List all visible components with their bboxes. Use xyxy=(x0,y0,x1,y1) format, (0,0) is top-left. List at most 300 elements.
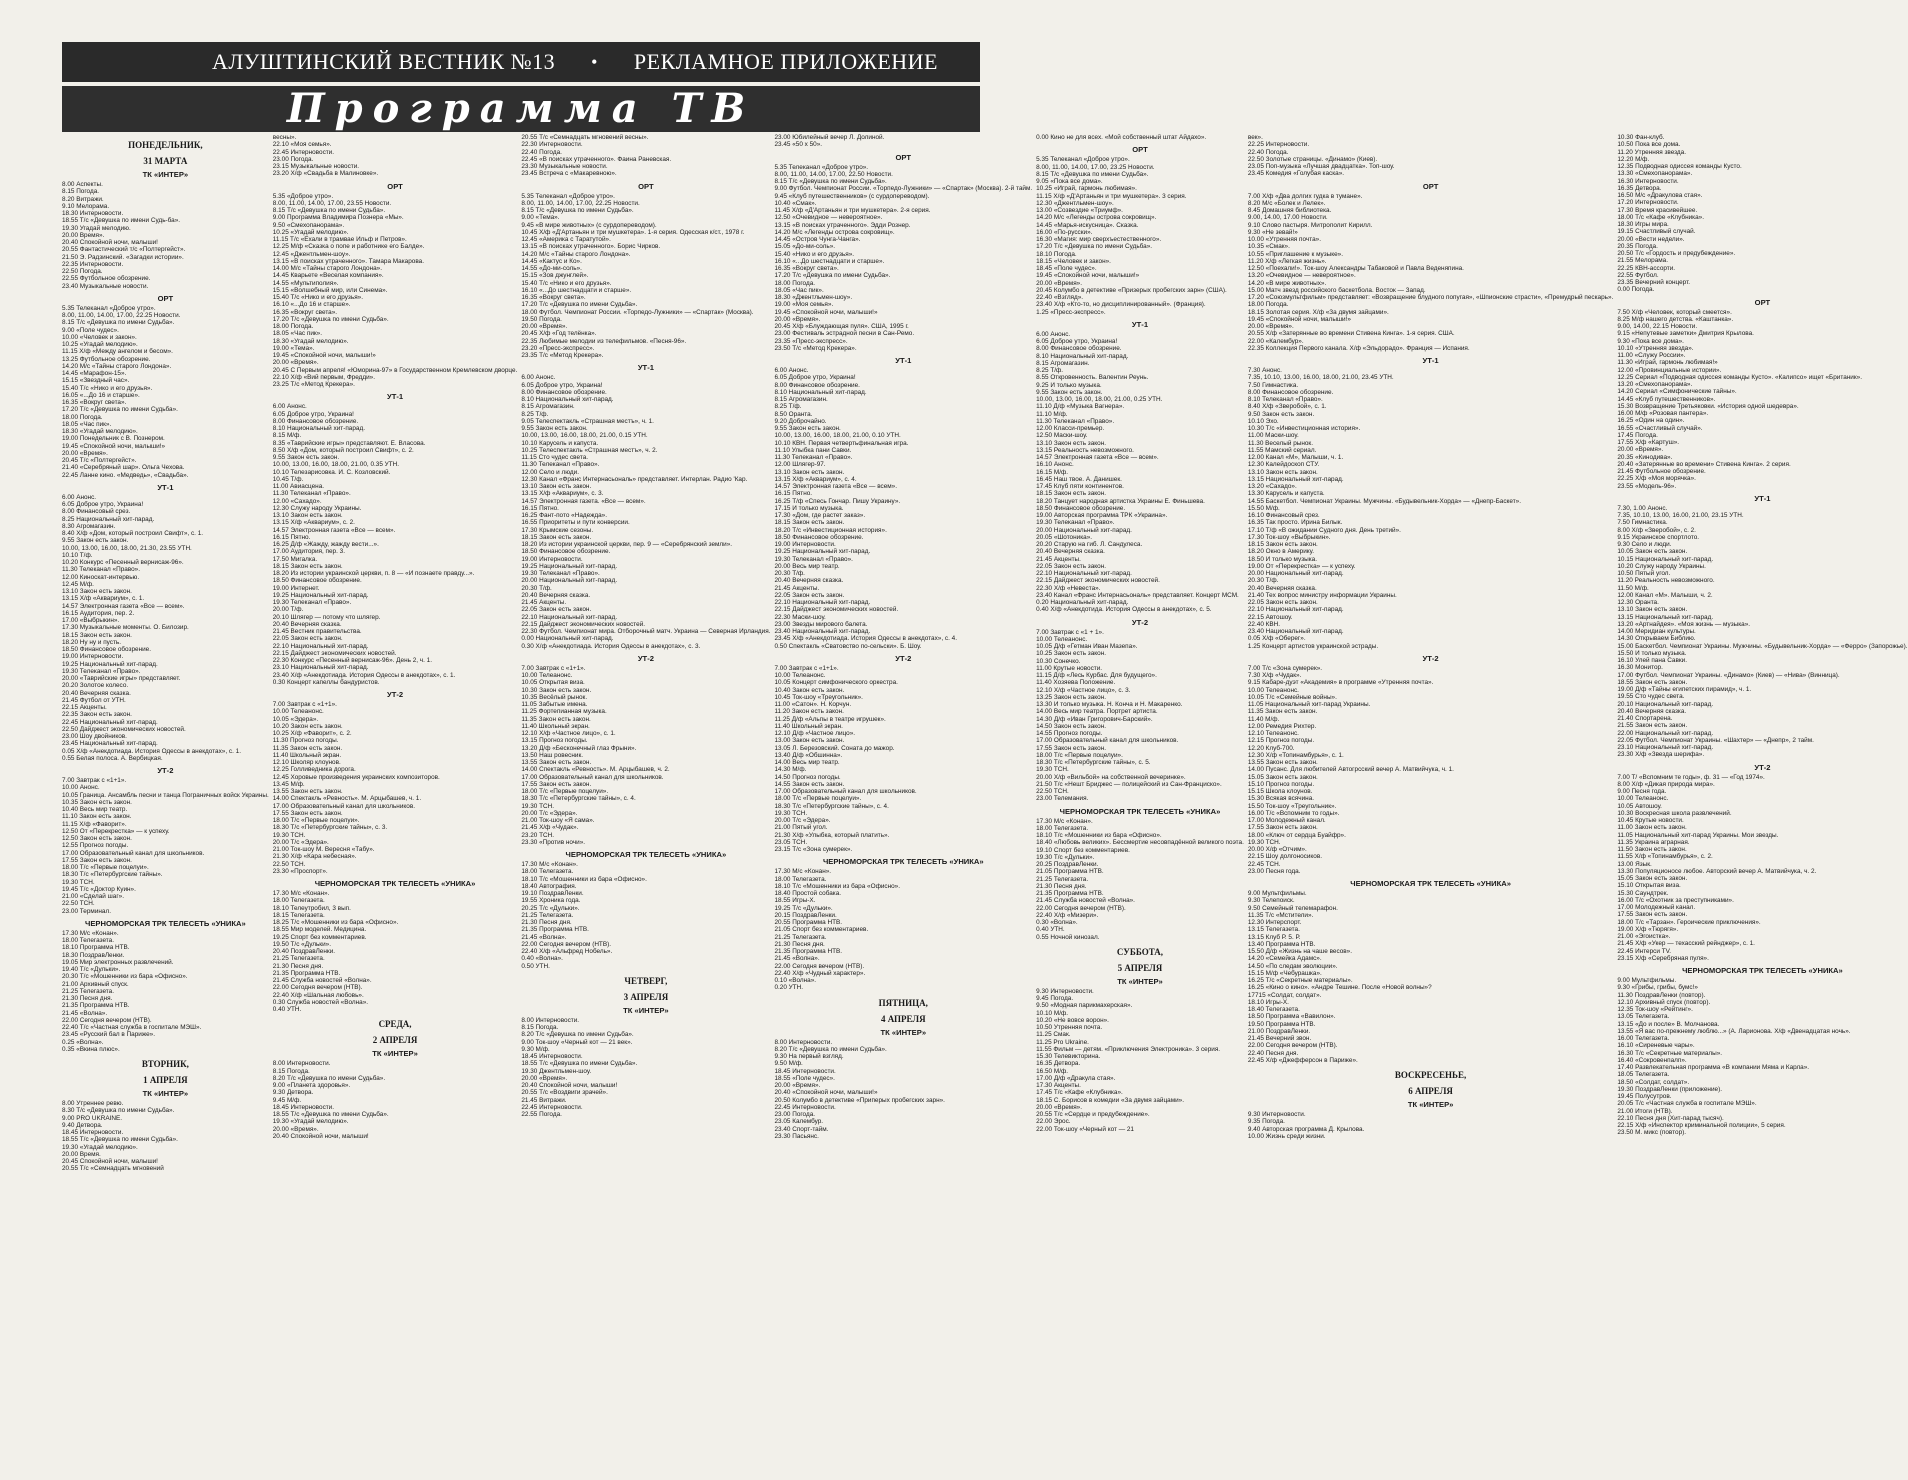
program-listing: 8.15 Т/с «Девушка по имени Судьба». xyxy=(1036,170,1149,178)
program-listing: 23.05 Поп-музыка «Лучшая двадцатка». Топ-шоу. xyxy=(1247,163,1395,170)
program-listing: 10.25 «Играй, гармонь любимая». xyxy=(1036,185,1137,193)
program-listing: 0.00 Погода. xyxy=(1617,286,1655,294)
program-listing: 22.15 Х/ф «Инспектор криминальной полиции», 5 серия. xyxy=(1617,1122,1786,1129)
program-listing: 9.00 Программа Владимира Познера «Мы». xyxy=(272,214,404,222)
program-listing: 22.50 ТСН. xyxy=(62,900,95,908)
program-listing: 20.30 Т/ф. xyxy=(521,584,552,592)
program-listing: 16.35 «Вокруг света». xyxy=(272,308,338,316)
program-listing: 16.15 Пятно. xyxy=(521,504,559,512)
program-listing: 13.15 Х/ф «Аквариум», с. 1. xyxy=(62,595,145,603)
program-listing: 8.25 М/ф нашего детства. «Каштанка». xyxy=(1617,315,1734,323)
program-listing: 17.45 Т/с «Кафе «Клубника». xyxy=(1036,1089,1123,1097)
program-listing: 19.45 «Спокойной ночи, малыши!» xyxy=(272,352,376,359)
program-listing: 13.50 Наш ровесник. xyxy=(521,751,584,759)
program-listing: 19.30 Телеканал «Право». xyxy=(1036,519,1115,527)
program-listing: 15.00 Баскетбол. Чемпионат Украины. Мужчины. «Будывельник-Хорда» — «Ферро» (Запорожье). xyxy=(1617,642,1908,650)
program-listing: 10.20 Закон есть закон. xyxy=(272,722,343,730)
program-listing: 13.15 Клуб Р. 5. Р. xyxy=(1247,933,1301,941)
program-listing: 17.00 Футбол. Чемпионат Украины. «Динамо» (Киев) — «Нива» (Винница). xyxy=(1617,671,1840,679)
day-heading: 31 МАРТА xyxy=(143,156,188,166)
program-listing: 21.45 Х/ф «Чудак». xyxy=(521,824,579,832)
program-listing: 11.00 «Служу России». xyxy=(1617,352,1686,359)
program-listing: 22.40 «Взгляд». xyxy=(1036,294,1084,301)
program-listing: 14.20 «Семейка Адамс». xyxy=(1247,955,1322,963)
channel-heading: ТК «ИНТЕР» xyxy=(1117,976,1163,986)
program-listing: 20.00 Национальный хит-парад. xyxy=(521,577,618,585)
program-listing: 17.20 Т/с «Девушка по имени Судьба». xyxy=(272,315,389,323)
channel-heading: УТ-2 xyxy=(1422,653,1439,663)
program-listing: 11.40 Хозяева Положение. xyxy=(1036,679,1116,687)
program-listing: 19.25 Национальный хит-парад. xyxy=(62,660,158,668)
day-heading: 5 АПРЕЛЯ xyxy=(1117,962,1163,973)
program-listing: 10.50 Пока все дома. xyxy=(1617,141,1681,149)
program-listing: 17.20 «Союзмультфильм» представляет: «Возвращение блудного попугая», «Шпионские страсти», «Премудрый пескарь». xyxy=(1247,294,1614,301)
program-listing: 22.45 Х/ф «Джефферсон в Париже». xyxy=(1247,1056,1358,1064)
program-listing: 10.20 Служу народу Украины. xyxy=(1617,562,1706,570)
program-listing: 10.40 «Смак». xyxy=(774,199,817,207)
program-listing: 16.30 Монитор. xyxy=(1617,664,1663,672)
program-listing: 20.45 Колумбо в детективе «Призерых пробегских зарн» (США). xyxy=(1036,286,1227,294)
program-listing: 14.55 Закон есть закон. xyxy=(774,780,845,788)
program-listing: 13.15 Реальность невозможного. xyxy=(1036,446,1134,454)
program-listing: 20.40 Вечерняя сказка. xyxy=(1247,584,1317,592)
program-listing: 11.30 ПоздравЛенки (повтор). xyxy=(1617,991,1706,999)
day-heading: 4 АПРЕЛЯ xyxy=(880,1013,926,1024)
program-listing: 15.50 Д/ф «Жизнь на чаше весов». xyxy=(1247,948,1352,955)
program-listing: 16.05 «...До 16 и старше». xyxy=(62,391,140,399)
program-listing: 22.30 Футбол. Чемпионат мира. Отборочный матч. Украина — Северная Ирландия. xyxy=(521,628,771,635)
program-listing: 10.05 Автошоу. xyxy=(1617,802,1662,810)
program-listing: 11.10 Закон есть закон. xyxy=(62,813,132,821)
program-listing: 22.45 ТСН. xyxy=(1247,860,1281,868)
program-listing: 16.30 Т/с «Секретные материалы». xyxy=(1617,1049,1723,1057)
program-listing: 11.40 Школьный экран. xyxy=(272,751,342,759)
program-listing: 9.05 «Пока все дома». xyxy=(1036,178,1103,185)
program-listing: 20.55 Х/ф «Затерянные во времени Стивена Кинга». 1-я серия. США. xyxy=(1247,330,1455,338)
program-listing: 20.00 «Время». xyxy=(1617,446,1664,454)
program-listing: 23.50 Т/с «Метод Крекера». xyxy=(774,344,857,352)
program-listing: 21.00 ПоздравЛенки. xyxy=(1247,1027,1311,1035)
program-listing: 12.10 Школяр клоунов. xyxy=(272,759,341,766)
program-listing: 12.45 М/ф. xyxy=(62,580,94,588)
program-listing: 23.35 Т/с «Метод Крекера». xyxy=(521,352,604,359)
program-listing: 17.30 Крымские сезоны. xyxy=(521,526,594,534)
program-listing: 10.00 Телеанонс. xyxy=(272,708,324,716)
program-listing: 18.00 Погода. xyxy=(774,279,816,287)
program-listing: 12.10 Х/ф «Частное лицо», с. 1. xyxy=(521,730,616,737)
program-listing: 15.40 Т/с «Нико и его друзья». xyxy=(62,384,153,392)
program-listing: 23.10 Национальный хит-парад. xyxy=(272,664,369,672)
program-listing: 11.45 Х/ф «Д'Артаньян и три мушкетера». 2-я серия. xyxy=(774,207,931,214)
program-listing: 22.45 «В поисках утраченного». Фаина Раневская. xyxy=(521,155,672,163)
program-listing: 0.20 Национальный хит-парад. xyxy=(1036,599,1129,606)
program-listing: 23.40 Национальный хит-парад. xyxy=(774,628,871,635)
program-listing: 12.45 «Джентльмен-шоу». xyxy=(272,250,351,258)
program-listing: 22.45 Интерси ТV. xyxy=(1617,947,1672,955)
program-listing: 23.30 Х/ф «Звезда шерифа». xyxy=(1617,751,1705,759)
program-listing: 11.20 Х/ф «Легкая жизнь». xyxy=(1247,257,1327,265)
program-listing: 18.45 Интерновости. xyxy=(272,1103,335,1111)
program-listing: 10.45 Ток-шоу «Треугольник». xyxy=(774,693,863,701)
day-heading: СУББОТА, xyxy=(1116,946,1164,957)
program-listing: 21.50 Э. Радзинский. «Загадки истории». xyxy=(62,253,184,261)
program-listing: 10.30 Т/с «Инвестиционная история». xyxy=(1247,425,1361,432)
program-listing: 10.00 «Человек и закон». xyxy=(62,333,137,341)
banner-title: Программа ТВ xyxy=(62,86,980,132)
program-listing: 22.00 Сегодня вечером (НТВ). xyxy=(1036,904,1126,912)
program-listing: 10.05 Граница. Ансамбль песни и танца Пограничных войск Украины. xyxy=(62,791,269,799)
channel-heading: ЧЕРНОМОРСКАЯ ТРК ТЕЛЕСЕТЬ «УНИКА» xyxy=(1350,879,1511,888)
program-listing: 19.05 Мир электронных развлечений. xyxy=(62,958,174,966)
program-listing: век». xyxy=(1247,134,1263,141)
program-listing: 20.30 Т/ф. xyxy=(1247,577,1279,585)
program-listing: 9.50 Семейный телемарафон. xyxy=(1247,904,1338,912)
program-listing: 9.35 Погода. xyxy=(1247,1118,1285,1126)
program-listing: 21.45 Вестник правительства. xyxy=(272,628,362,635)
program-listing: 20.00 «Время». xyxy=(521,1074,568,1082)
program-listing: 10.00 Телеанонс. xyxy=(1617,795,1669,803)
program-listing: 18.45 «Поле чудес». xyxy=(1036,265,1097,272)
program-listing: 0.50 УТН. xyxy=(521,962,550,970)
program-listing: 12.00 Шлягер-97. xyxy=(774,461,826,469)
program-listing: 22.05 Футбол. Чемпионат Украины. «Шахтер» — «Днепр», 2 тайм. xyxy=(1617,736,1814,744)
program-listing: 20.55 Т/с «Семнадцать мгновений xyxy=(62,1165,164,1173)
program-listing: 9.00 Мультфильмы. xyxy=(1617,977,1677,984)
program-listing: 0.40 Х/ф «Анекдотида. История Одессы в анекдотах», с. 5. xyxy=(1036,606,1212,614)
channel-heading: УТ-2 xyxy=(637,653,654,663)
program-listing: 10.00, 13.00, 16.00, 18.00, 21.00, 0.10 УТН. xyxy=(774,432,901,440)
program-listing: 10.00 Телеанонс. xyxy=(521,672,573,679)
program-listing: 14.45 «Марья-искусница». Сказка. xyxy=(1036,221,1139,229)
program-listing: 11.10 Улыбка пани Савки. xyxy=(774,446,852,454)
program-listing: 18.50 И только музыка. xyxy=(1247,555,1317,563)
channel-heading: УТ-1 xyxy=(386,392,404,402)
program-listing: 22.55 Погода. xyxy=(521,1111,562,1118)
program-listing: 20.10 Национальный хит-парад. xyxy=(1617,700,1714,708)
program-listing: 21.30 Песня дня. xyxy=(1036,882,1087,890)
program-listing: 20.05 Т/с «Частная служба в госпитале МЭШ». xyxy=(1617,1100,1757,1108)
program-listing: 23.40 Х/ф «Кто-то, но дисциплинированный». (Франция). xyxy=(1036,301,1206,309)
program-listing: 19.55 Сто чудес света. xyxy=(1617,693,1685,701)
program-listing: 15.40 Т/с «Нико и его друзья». xyxy=(521,279,612,287)
program-listing: 17.15 И только музыка. xyxy=(774,504,844,512)
program-listing: 16.50 М/ф. xyxy=(1036,1067,1069,1075)
program-listing: 20.35 Погода. xyxy=(1617,242,1658,250)
program-listing: 18.30 Интерновости. xyxy=(62,210,124,217)
channel-heading: ОРТ xyxy=(387,181,403,191)
program-listing: 20.40 Вечерняя сказка. xyxy=(521,591,591,599)
program-listing: 12.30 Служу народу Украины. xyxy=(272,504,362,512)
program-listing: 18.15 Закон есть закон. xyxy=(1036,490,1107,498)
channel-heading: ТК «ИНТЕР» xyxy=(142,1089,189,1098)
program-listing: 20.00 «Вести недели». xyxy=(1617,235,1685,243)
program-listing: 18.30 Т/с «Петербургские тайны». xyxy=(62,871,163,879)
program-listing: 22.05 Закон есть закон. xyxy=(272,635,343,643)
program-listing: 13.00 «Созвездие «Триумф». xyxy=(1036,207,1123,214)
program-listing: 14.45 «Остров Чунга-Чанга». xyxy=(774,236,861,243)
program-listing: 20.55 Т/с «Сердце и предубеждение». xyxy=(1036,1111,1150,1118)
program-listing: 10.00 Анонс. xyxy=(62,784,100,792)
program-listing: 18.15 Закон есть закон. xyxy=(521,533,592,541)
program-listing: 12.00 Село и люди. xyxy=(521,468,579,476)
program-listing: 22.30 Х/ф «Невеста». xyxy=(1036,584,1101,592)
program-listing: 6.05 Доброе утро, Украина! xyxy=(272,410,354,418)
program-listing: 16.30 «Магия: мир сверхъестественного». xyxy=(1036,236,1162,243)
program-listing: 11.55 Х/ф «Топинамбурья», с. 2. xyxy=(1617,853,1713,861)
program-listing: 10.00, 13.00, 16.00, 18.00, 21.00, 0.25 УТН. xyxy=(1036,396,1163,403)
program-listing: 13.05 Телегазета. xyxy=(1617,1013,1670,1021)
program-listing: 22.00 Эрос. xyxy=(1036,1118,1071,1126)
program-listing: 14.20 М/с «Легенды острова сокровищ». xyxy=(1036,214,1157,222)
program-listing: 22.10 Национальный хит-парад. xyxy=(774,599,871,606)
program-listing: 22.45 Интерновости. xyxy=(774,1103,836,1111)
program-listing: 8.50 Оранта. xyxy=(774,410,813,418)
program-listing: 13.10 Закон есть закон. xyxy=(1247,468,1318,476)
program-listing: 22.35 Закон есть закон. xyxy=(62,711,132,719)
program-listing: 16.15 Аудитория, пер. 2. xyxy=(62,609,135,617)
program-listing: 13.15 «В поисках утраченного». Борис Чирков. xyxy=(521,243,661,251)
program-listing: 16.25 «Кино о кино». «Андре Тешине. После «Новой волны»? xyxy=(1247,984,1432,992)
program-listing: 9.40 Авторская программа Д. Крылова. xyxy=(1247,1125,1365,1133)
program-listing: 19.30 ТСН. xyxy=(1247,838,1281,846)
program-listing: 21.30 Х/ф «Улыбка, который платить». xyxy=(774,831,890,839)
program-listing: 21.40 Тех вопрос министру информации Украины. xyxy=(1247,591,1397,599)
program-listing: 10.55 «Приглашение к музыке». xyxy=(1247,250,1344,258)
program-listing: 21.45 «Волна». xyxy=(521,933,567,941)
program-listing: 22.10 Национальный хит-парад. xyxy=(521,613,618,621)
program-listing: 18.20 Из истории украинской церкви, п. 8 — «И познаете правду...». xyxy=(272,570,475,577)
channel-heading: УТ-1 xyxy=(157,482,174,492)
program-listing: 20.35 «Кинодива». xyxy=(1617,453,1673,461)
program-listing: 20.40 Спокойной ночи, малыши! xyxy=(62,239,158,246)
program-listing: 15.40 «Нико и его друзья». xyxy=(774,250,855,258)
program-listing: 9.20 Доброчайно. xyxy=(774,417,827,425)
program-listing: 14.00 Меридиан культуры. xyxy=(1617,628,1696,635)
program-listing: 10.25 Х/ф «Фаворит», с. 2. xyxy=(272,730,352,737)
channel-heading: УТ-1 xyxy=(1754,493,1771,503)
program-listing: 23.55 «Модель-96». xyxy=(1617,482,1677,490)
program-listing: 18.00 Футбол. Чемпионат России. «Торпедо-Лужники» — «Спартак» (Москва). xyxy=(521,308,754,316)
program-listing: 22.15 Дайджест экономических новостей. xyxy=(272,649,397,657)
program-listing: 18.55 Т/с «Девушка по имени Судьба». xyxy=(62,1136,178,1144)
program-listing: 19.45 «Спокойной ночи, малыши!» xyxy=(1247,315,1351,323)
program-listing: 18.45 Интерновости. xyxy=(774,1067,836,1075)
program-listing: 20.00 «Время». xyxy=(521,323,568,330)
program-listing: 14.30 М/ф. xyxy=(774,766,807,774)
program-listing: 20.20 Старую на гиб. Л. Сандулеса. xyxy=(1036,541,1143,548)
program-listing: 13.30 Популяционосе любое. Авторский вечер А. Матвийчука, ч. 2. xyxy=(1617,867,1817,875)
program-listing: 18.00 Т/с «Первые поцелуи». xyxy=(62,864,149,871)
program-listing: 21.00 Архивный спуск. xyxy=(62,980,129,988)
program-listing: 0.40 УТН. xyxy=(272,1006,302,1013)
program-listing: 22.00 Сегодня вечером (НТВ). xyxy=(62,1016,152,1024)
program-listing: 18.50 Финансовое обозрение. xyxy=(62,646,152,653)
program-listing: 8.00, 11.00, 14.00, 17.00, 22.50 Новости. xyxy=(774,170,893,178)
program-listing: 19.30 Угадай мелодию. xyxy=(62,224,131,232)
program-listing: 23.00 Песня года. xyxy=(1247,867,1301,875)
program-listing: 23.00 Шоу двойников. xyxy=(62,733,127,740)
program-listing: 14.50 «По следам эволюции». xyxy=(1247,962,1338,970)
schedule-column-5 xyxy=(1036,134,1244,1474)
program-listing: 10.40 Закон есть закон. xyxy=(774,686,845,694)
program-listing: 16.10 Улей пана Савки. xyxy=(1617,657,1687,664)
program-listing: 22.15 Автошоу. xyxy=(1247,613,1293,621)
program-listing: 0.50 Спектакль «Сватовство по-сельски». Б. Шоу. xyxy=(774,642,922,650)
program-listing: 18.00 «Ключ от сердца Буайфр». xyxy=(1247,831,1346,839)
program-listing: 13.40 Программа НТВ. xyxy=(1247,940,1316,948)
program-listing: 18.10 Т/с «Мошенники из бара «Офисно». xyxy=(1036,832,1162,839)
program-listing: 8.00 Интерновости. xyxy=(272,1060,331,1068)
program-listing: 20.00 Национальный хит-парад. xyxy=(1247,570,1344,577)
channel-heading: ОРТ xyxy=(157,293,174,303)
program-listing: 13.15 «В поисках утраченного». Эдди Рознер. xyxy=(774,221,911,229)
program-listing: 17.00 «Выбрыкин». xyxy=(62,617,120,624)
program-listing: 12.45 «Америка с Таратутой». xyxy=(521,236,611,243)
program-listing: 8.00 Интерновости. xyxy=(774,1038,833,1046)
program-listing: 20.45 Х/ф «Блуждающая пуля». США, 1995 г. xyxy=(774,323,909,330)
program-listing: 15.15 Школа клоунов. xyxy=(1247,788,1313,795)
program-listing: 14.57 Электронная газета «Все — всем». xyxy=(1036,454,1159,461)
program-listing: 8.00, 11.00, 14.00, 17.00, 23.25 Новости. xyxy=(1036,163,1155,171)
program-listing: 23.40 Канал «Франс Интернасьональ» представляет. Концерт МСМ. xyxy=(1036,591,1239,599)
program-listing: 15.05 «До-ми-соль». xyxy=(774,243,836,251)
program-listing: 18.30 ПоздравЛенки. xyxy=(62,951,125,959)
program-listing: 9.15 Кабаре-дуэт «Академия» в программе «Утренняя почта». xyxy=(1247,679,1434,687)
program-listing: 19.45 «Спокойной ночи, малыши!» xyxy=(62,442,166,450)
program-listing: 12.10 Телеанонс. xyxy=(1247,730,1299,737)
program-listing: 20.40 «Затерянные во времени» Стивена Кинга». 2 серия. xyxy=(1617,460,1791,468)
program-listing: 19.50 Погода. xyxy=(521,315,562,323)
program-listing: 18.50 Финансовое обозрение. xyxy=(1036,504,1126,512)
program-listing: 22.10 «Моя семья». xyxy=(272,141,332,149)
program-listing: 14.50 Прогноз погоды. xyxy=(774,773,841,781)
program-listing: 19.40 Т/с «Дульки». xyxy=(62,966,121,973)
program-listing: 18.00 Т/с «Первые поцелуи». xyxy=(1036,751,1123,759)
program-listing: 16.30 Интерновости. xyxy=(1617,177,1679,185)
program-listing: 10.50 Утренняя почта. xyxy=(1036,1024,1103,1031)
program-listing: 13.25 Футбольное обозрение. xyxy=(62,355,151,363)
program-listing: 17.55 Закон есть закон. xyxy=(1617,911,1688,919)
program-listing: 21.55 Мелорама. xyxy=(1617,257,1669,265)
program-listing: 22.00 Сегодня вечером (НТВ). xyxy=(272,984,363,992)
program-listing: 21.45 Акценты. xyxy=(774,584,820,592)
program-listing: 8.00 Х/ф «Зверобой», с. 2. xyxy=(1617,526,1696,534)
program-listing: 9.30 Село и люди. xyxy=(1617,541,1672,548)
channel-heading: УТ-2 xyxy=(1131,617,1149,627)
program-listing: 13.55 Закон есть закон. xyxy=(272,788,343,795)
program-listing: 22.35 Интерновости. xyxy=(62,260,124,268)
program-listing: 11.00 Крутые новости. xyxy=(1036,664,1103,672)
program-listing: 9.15 «Непутевые заметки» Дмитрия Крылова. xyxy=(1617,330,1754,338)
program-listing: 23.25 Т/с «Метод Крекера». xyxy=(272,381,355,388)
program-listing: 22.10 Х/ф «Вий первым, Фредди». xyxy=(272,373,376,381)
program-listing: 13.25 Закон есть закон. xyxy=(1036,693,1107,701)
program-listing: 23.30 Музыкальные новости. xyxy=(521,163,608,170)
program-listing: 14.30 Открываем Библию. xyxy=(1617,635,1696,643)
program-listing: 21.30 Песня дня. xyxy=(62,995,113,1002)
program-listing: 18.00 Телегазета. xyxy=(521,868,574,876)
program-listing: 16.35 Детвора. xyxy=(1036,1060,1081,1068)
program-listing: 12.35 Ток-шоу «Рейтинг». xyxy=(1617,1006,1693,1013)
program-listing: 15.30 Телевикторина. xyxy=(1036,1053,1101,1060)
program-listing: 20.30 Т/ф. xyxy=(774,570,805,577)
program-listing: 10.20 Конкурс «Песенный вернисаж-96». xyxy=(62,559,184,566)
program-listing: 22.35 Коллекция Первого канала. Х/ф «Эльдорадо». Франция — Испания. xyxy=(1247,344,1470,352)
program-listing: 0.55 Ночной кинозал. xyxy=(1036,933,1100,941)
program-listing: 21.25 Телегазета. xyxy=(1036,875,1089,883)
program-listing: 17.30 Ток-шоу «Выбрыкин». xyxy=(1247,533,1331,541)
channel-heading: УТ-1 xyxy=(1422,356,1439,365)
program-listing: 18.20 Ну ну и пусть. xyxy=(62,638,122,646)
program-listing: 22.15 Дайджест экономических новостей. xyxy=(521,620,646,628)
program-listing: 9.50 «Смехопанорама». xyxy=(272,221,345,229)
program-listing: 18.55 Игры-X. xyxy=(774,897,816,905)
program-listing: 19.25 Национальный хит-парад. xyxy=(774,548,871,556)
program-listing: 12.20 М/ф. xyxy=(1617,155,1650,163)
program-listing: 11.25 Д/ф «Альпы в театре игрушек». xyxy=(774,715,886,723)
program-listing: 7.00 Завтрак с «1+1». xyxy=(521,664,586,672)
program-listing: 14.20 «В мире животных». xyxy=(1247,279,1327,287)
program-listing: 23.20 Х/ф «Свадьба в Малиновке». xyxy=(272,170,379,178)
program-listing: 20.00 «Время». xyxy=(774,1082,821,1089)
channel-heading: ЧЕРНОМОРСКАЯ ТРК ТЕЛЕСЕТЬ «УНИКА» xyxy=(565,850,727,859)
program-listing: 10.20 «Не вовсе ворон». xyxy=(1036,1016,1109,1024)
program-listing: 8.15 Агромагазин. xyxy=(774,396,828,403)
program-listing: 11.35 Украина аграрная. xyxy=(1617,838,1690,846)
program-listing: 22.40 Погода. xyxy=(1247,148,1289,156)
program-listing: 20.50 Колумбо в детективе «Приперых пробегских зарн». xyxy=(774,1096,945,1104)
program-listing: 8.10 Телеканал «Право». xyxy=(1247,396,1323,403)
program-listing: 20.25 Т/с «Дульки». xyxy=(521,904,580,912)
program-listing: 15.30 Всякая всячина. xyxy=(1247,795,1315,803)
program-listing: 11.20 Реальность невозможного. xyxy=(1617,577,1715,585)
channel-heading: УТ-1 xyxy=(637,363,654,373)
program-listing: 21.45 Акценты. xyxy=(521,599,567,606)
program-listing: 13.15 Национальный хит-парад. xyxy=(1617,613,1714,621)
program-listing: 10.10 Т/ф. xyxy=(62,551,93,559)
program-listing: 17.20 Т/с «Девушка по имени Судьба». xyxy=(1036,243,1153,251)
program-listing: 15.30 Саундтрек. xyxy=(1617,889,1669,897)
program-listing: 11.20 Закон есть закон. xyxy=(774,708,844,716)
program-listing: 17.20 Т/с «Девушка по имени Судьба». xyxy=(521,301,638,309)
program-listing: 8.15 Погода. xyxy=(62,188,100,196)
day-heading: ПОНЕДЕЛЬНИК, xyxy=(128,140,203,150)
program-listing: 16.25 Т/с «Секретные материалы». xyxy=(1247,977,1353,984)
program-listing: 19.30 Т/с «Дульки». xyxy=(1036,853,1095,861)
program-listing: 10.15 Национальный хит-парад. xyxy=(1617,555,1714,563)
program-listing: 22.40 Т/с «Частная служба в госпитале МЭШ». xyxy=(62,1024,202,1031)
program-listing: 5.35 Телеканал «Доброе утро». xyxy=(62,304,156,312)
program-listing: 7.50 Гимнастика. xyxy=(1617,519,1668,527)
program-listing: 17.45 Клуб пяти континентов. xyxy=(1036,483,1124,490)
program-listing: 13.15 Х/ф «Аквариум», с. 3. xyxy=(521,490,604,498)
program-listing: 19.10 ПоздравЛенки. xyxy=(521,890,584,897)
program-listing: 13.20 «Артнайдея». «Моя жизнь — музыка». xyxy=(1617,620,1751,628)
program-listing: 16.15 М/ф. xyxy=(1036,468,1069,476)
program-listing: 9.00 «Тема». xyxy=(521,214,560,222)
program-listing: 11.55 Мамский сериал. xyxy=(1247,446,1317,454)
program-listing: 19.00 «Тема». xyxy=(272,344,315,352)
program-listing: 14.20 М/с «Тайны старого Лондона». xyxy=(521,250,631,258)
program-listing: 11.35 Т/с «Мстители». xyxy=(1247,911,1314,919)
program-listing: 11.10 М/ф. xyxy=(1036,410,1068,418)
program-listing: 6.00 Анонс. xyxy=(62,493,97,501)
program-listing: 12.10 Архивный спуск (повтор). xyxy=(1617,998,1711,1006)
program-listing: 21.35 Программа НТВ. xyxy=(1036,890,1104,897)
program-listing: 11.40 М/ф. xyxy=(1247,715,1280,723)
program-listing: 9.30 Телепоиск. xyxy=(1247,897,1295,905)
program-listing: 22.00 «Калембур». xyxy=(1247,337,1304,345)
